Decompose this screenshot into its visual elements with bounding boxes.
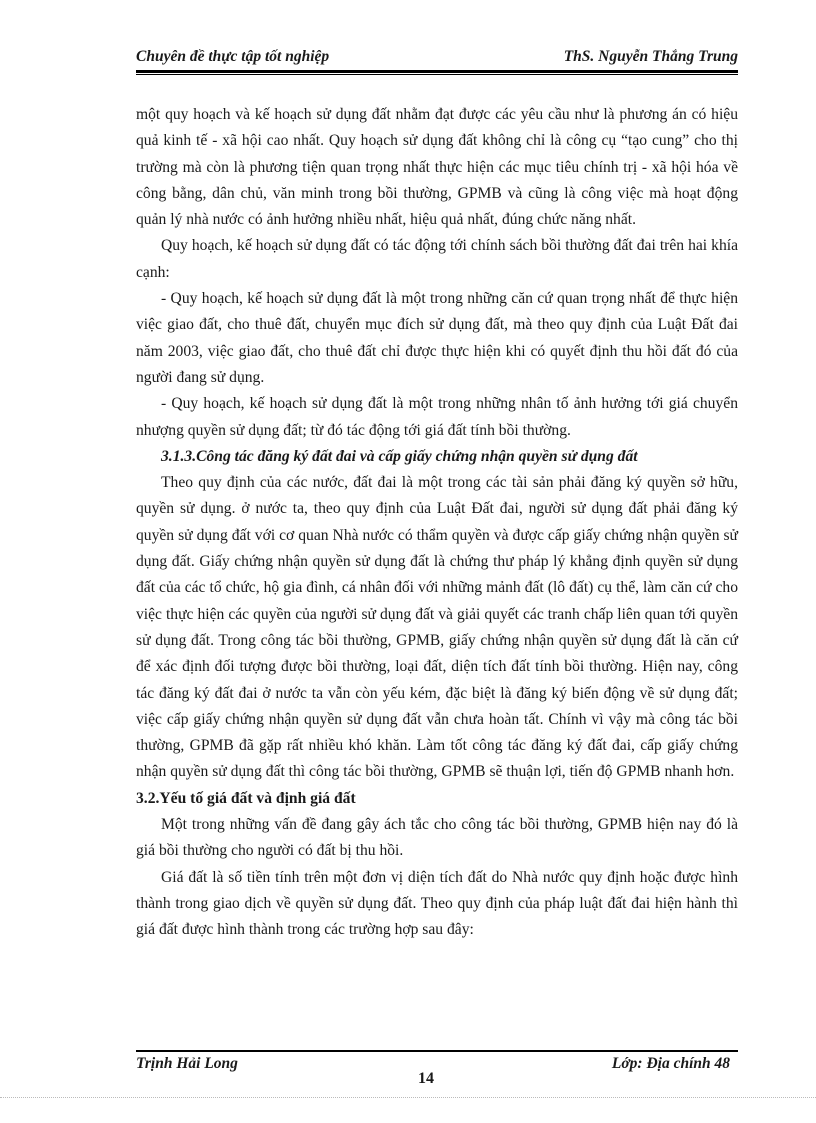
paragraph-registration: Theo quy định của các nước, đất đai là một trong các tài sản phải đăng ký quyền sở hữu, quyền sử dụng. ở nước ta, theo quy định của Luật Đất đai, người sử dụng đất phải đăng ký quyền sử dụng đất với cơ quan Nhà nước có thẩm quyền và được cấp giấy chứng nhận quyền sử dụng đất. Giấy chứng nhận quyền sử dụng đất là chứng thư pháp lý khẳng định quyền sử dụng đất của các tổ chức, hộ gia đình, cá nhân đối với những mảnh đất (lô đất) cụ thể, làm căn cứ cho việc thực hiện các quyền của người sử dụng đất và giải quyết các tranh chấp liên quan tới quyền sử dụng đất. Trong công tác bồi thường, GPMB, giấy chứng nhận quyền sử dụng đất là căn cứ để xác định đối tượng được bồi thường, loại đất, diện tích đất tính bồi thường. Hiện nay, công tác đăng ký đất đai ở nước ta vẫn còn yếu kém, đặc biệt là đăng ký biến động về sử dụng đất; việc cấp giấy chứng nhận quyền sử dụng đất vẫn chưa hoàn tất. Chính vì vậy mà công tác bồi thường, GPMB đã gặp rất nhiều khó khăn. Làm tốt công tác đăng ký đất đai, cấp giấy chứng nhận quyền sử dụng đất thì công tác bồi thường, GPMB sẽ thuận lợi, tiến độ GPMB nhanh hơn.	[136, 474, 738, 781]
paragraph-price-definition: Giá đất là số tiền tính trên một đơn vị diện tích đất do Nhà nước quy định hoặc được hình thành trong giao dịch về quyền sử dụng đất. Theo quy định của pháp luật đất đai hiện hành thì giá đất được hình thành trong các trường hợp sau đây:	[136, 868, 738, 939]
footer-divider	[136, 1050, 738, 1052]
paragraph-continuation: một quy hoạch và kế hoạch sử dụng đất nhằm đạt được các yêu cầu như là phương án có hiệu quả kinh tế - xã hội cao nhất. Quy hoạch sử dụng đất không chỉ là công cụ “tạo cung” cho thị trường mà còn là phương tiện quan trọng nhất thực hiện các mục tiêu chính trị - xã hội hóa về công bằng, dân chủ, văn minh trong bồi thường, GPMB và cũng là công việc mà hoạt động quản lý nhà nước có ảnh hưởng nhiều nhất, hiệu quả nhất, đúng chức năng nhất.	[136, 106, 738, 229]
page-number: 14	[418, 1070, 434, 1087]
header-divider	[136, 70, 738, 75]
paragraph-price-issue: Một trong những vấn đề đang gây ách tắc cho công tác bồi thường, GPMB hiện nay đó là giá bồi thường cho người có đất bị thu hồi.	[136, 816, 738, 860]
footer-author: Trịnh Hải Long	[136, 1055, 238, 1072]
footer-class: Lớp: Địa chính 48	[611, 1055, 730, 1072]
section-heading-3-2: 3.2.Yếu tố giá đất và định giá đất	[136, 789, 356, 807]
page-header	[136, 48, 738, 70]
paragraph-bullet-2: - Quy hoạch, kế hoạch sử dụng đất là một trong những nhân tố ảnh hưởng tới giá chuyển nhượng quyền sử dụng đất; từ đó tác động tới giá đất tính bồi thường.	[136, 395, 738, 439]
section-heading-3-1-3: 3.1.3.Công tác đăng ký đất đai và cấp giấy chứng nhận quyền sử dụng đất	[161, 447, 638, 465]
page-bottom-border	[0, 1097, 816, 1098]
body-text	[136, 102, 738, 944]
header-report-title: Chuyên đề thực tập tốt nghiệp	[136, 48, 330, 65]
paragraph-intro: Quy hoạch, kế hoạch sử dụng đất có tác động tới chính sách bồi thường đất đai trên hai khía cạnh:	[136, 237, 738, 281]
header-supervisor: ThS. Nguyễn Thắng Trung	[563, 48, 738, 65]
paragraph-bullet-1: - Quy hoạch, kế hoạch sử dụng đất là một trong những căn cứ quan trọng nhất để thực hiện việc giao đất, cho thuê đất, chuyển mục đích sử dụng đất, mà theo quy định của Luật Đất đai năm 2003, việc giao đất, cho thuê đất chỉ được thực hiện khi có quyết định thu hồi đất đó của người đang sử dụng.	[136, 290, 738, 386]
